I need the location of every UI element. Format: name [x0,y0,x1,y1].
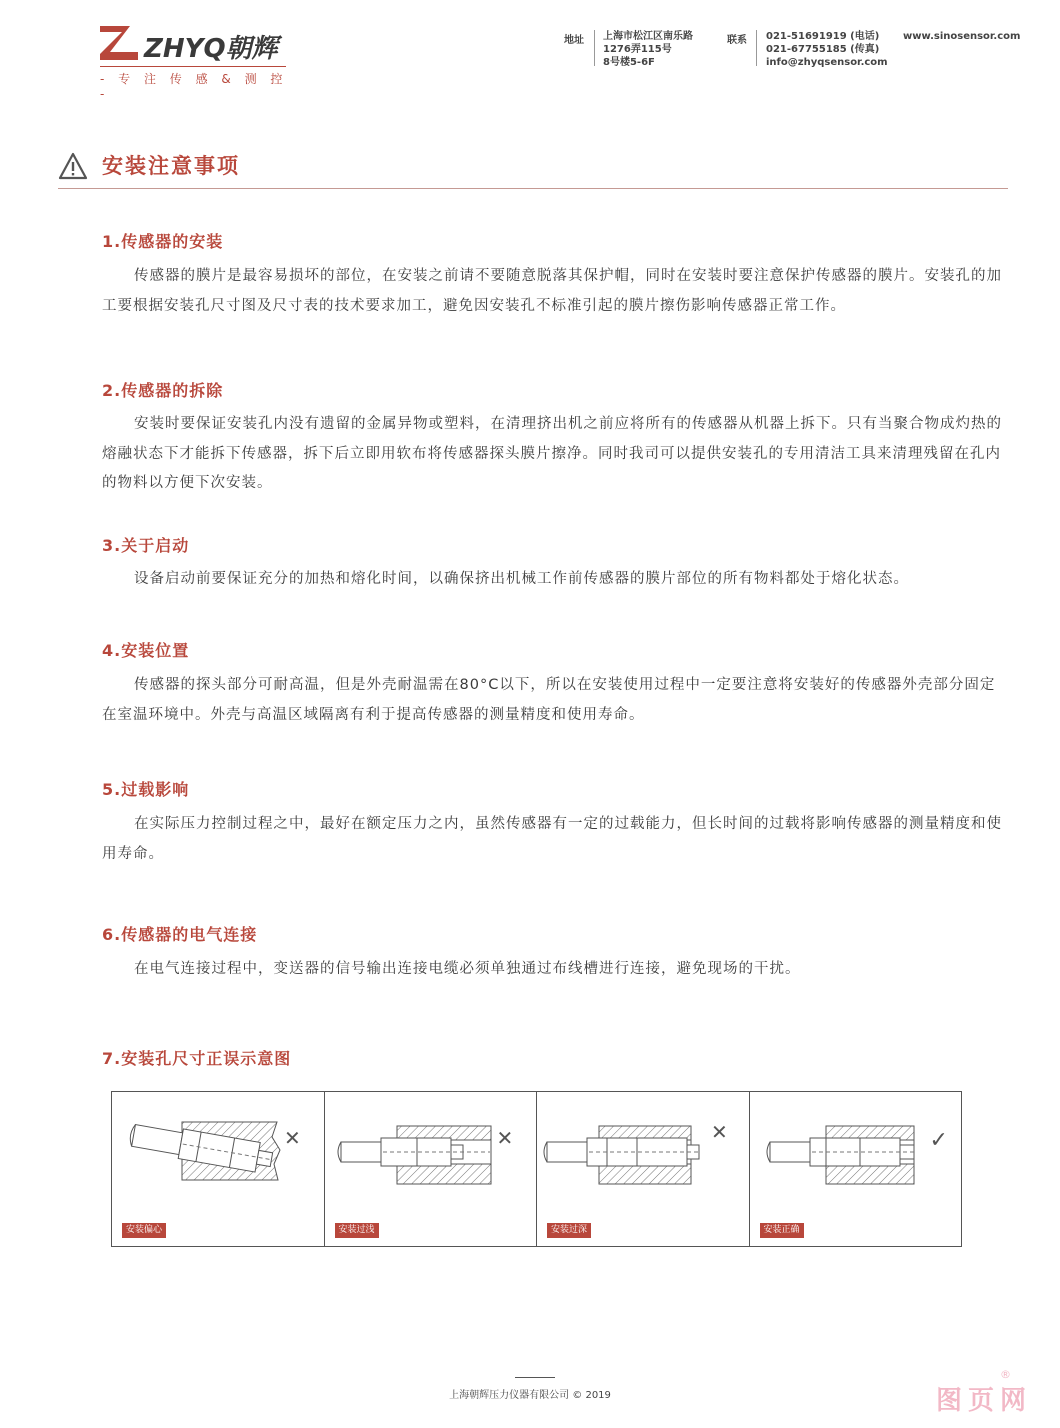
diagram-panel-too-shallow [325,1092,538,1246]
section-title: 2.传感器的拆除 [102,381,224,400]
section-title: 1.传感器的安装 [102,232,224,251]
section-body: 设备启动前要保证充分的加热和熔化时间，以确保挤出机械工作前传感器的膜片部位的所有物料都处于熔化状态。 [134,571,909,587]
section-body: 传感器的膜片是最容易损坏的部位，在安装之前请不要随意脱落其保护帽，同时在安装时要注意保护传感器的膜片。安装孔的加工要根据安装孔尺寸图及尺寸表的技术要求加工，避免因安装孔不标准引起的膜片擦伤影响传感器正常工作。 [102,268,1002,314]
header-separator [756,30,757,66]
address-line: 1276弄115号 [603,44,672,55]
logo-mark-icon [100,26,138,60]
phone-number: 021-51691919 (电话) [766,31,880,42]
contact-block [766,30,888,69]
title-divider [58,188,1008,189]
section-title: 5.过载影响 [102,780,190,799]
incorrect-mark-icon: ✕ [284,1126,301,1150]
panel-label: 安装过浅 [335,1223,379,1238]
website-link[interactable]: www.sinosensor.com [903,31,1021,42]
header-separator [594,30,595,66]
footer-copyright: 上海朝辉压力仪器有限公司 © 2019 [449,1390,611,1401]
installation-diagram [111,1091,962,1247]
fax-number: 021-67755185 (传真) [766,44,880,55]
address-line: 8号楼5-6F [603,57,655,68]
section-body: 传感器的探头部分可耐高温，但是外壳耐温需在80°C以下，所以在安装使用过程中一定要注意将安装好的传感器外壳部分固定在室温环境中。外壳与高温区域隔离有利于提高传感器的测量精度和使用寿命。 [102,677,996,723]
company-logo [100,22,290,101]
section-title: 4.安装位置 [102,641,190,660]
logo-divider [100,66,286,67]
diagram-panel-correct [750,1092,963,1246]
contact-label: 联系 [727,35,747,46]
address-block [603,30,693,69]
address-line: 上海市松江区南乐路 [603,31,693,42]
panel-label: 安装偏心 [122,1223,166,1238]
incorrect-mark-icon: ✕ [711,1120,728,1144]
footer-divider [515,1377,555,1378]
address-label: 地址 [564,35,584,46]
incorrect-mark-icon: ✕ [496,1126,514,1150]
section-title: 6.传感器的电气连接 [102,925,258,944]
section-body: 安装时要保证安装孔内没有遗留的金属异物或塑料，在清理挤出机之前应将所有的传感器从机器上拆下。只有当聚合物成灼热的熔融状态下才能拆下传感器，拆下后立即用软布将传感器探头膜片擦净。同时我司可以提供安装孔的专用清洁工具来清理残留在孔内的物料以方便下次安装。 [102,416,1002,491]
diagram-panel-eccentric [112,1092,325,1246]
watermark: 图页网 [936,1386,1033,1416]
panel-label: 安装过深 [547,1223,591,1238]
watermark-registered-mark: ® [1000,1368,1011,1381]
section-title: 7.安装孔尺寸正误示意图 [102,1049,292,1068]
logo-text: ZHYQ朝辉 [144,34,278,64]
section-body: 在实际压力控制过程之中，最好在额定压力之内，虽然传感器有一定的过载能力，但长时间的过载将影响传感器的测量精度和使用寿命。 [102,816,1002,862]
logo-slogan: - 专 注 传 感 & 测 控 - [100,72,288,101]
diagram-panel-too-deep [537,1092,750,1246]
warning-icon [58,152,88,180]
page-title: 安装注意事项 [102,154,240,178]
section-title: 3.关于启动 [102,536,190,555]
email-link[interactable]: info@zhyqsensor.com [766,57,888,68]
section-body: 在电气连接过程中，变送器的信号输出连接电缆必须单独通过布线槽进行连接，避免现场的干扰。 [134,961,801,977]
panel-label: 安装正确 [760,1223,804,1238]
correct-mark-icon: ✓ [929,1128,948,1153]
